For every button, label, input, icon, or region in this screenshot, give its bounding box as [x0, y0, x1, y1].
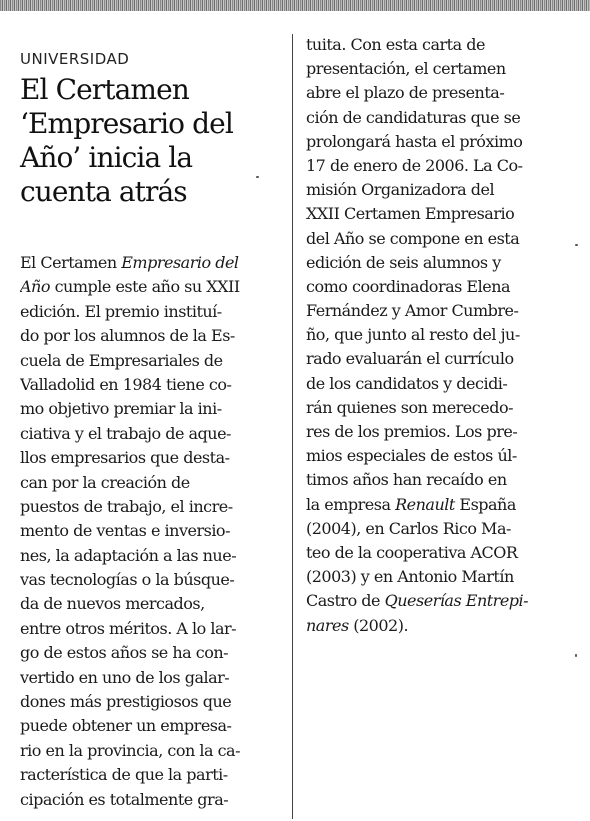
text-run: vas tecnologías o la búsque-	[20, 570, 235, 590]
text-run: entre otros méritos. A lo lar-	[20, 618, 237, 638]
text-line	[20, 446, 282, 470]
text-line	[306, 517, 552, 541]
text-run: do por los alumnos de la Es-	[20, 326, 235, 346]
text-line	[20, 641, 282, 665]
column-divider	[292, 34, 293, 819]
text-run: rán quienes son merecedo-	[306, 397, 513, 417]
text-line	[20, 690, 282, 714]
text-run: edición de seis alumnos y	[306, 252, 501, 272]
text-run: mios especiales de estos úl-	[306, 446, 517, 466]
text-run: 17 de enero de 2006. La Co-	[306, 155, 523, 175]
text-line	[306, 323, 552, 347]
print-speck	[256, 176, 259, 178]
text-line	[306, 420, 552, 444]
text-line	[20, 324, 282, 348]
text-run: cumple este año su XXII	[50, 277, 240, 297]
text-run: mento de ventas e inversio-	[20, 521, 230, 541]
text-run: como coordinadoras Elena	[306, 276, 511, 296]
text-run: ción de candidaturas que se	[306, 107, 521, 127]
text-line	[306, 347, 552, 371]
text-run: XXII Certamen Empresario	[306, 204, 515, 224]
text-line	[20, 714, 282, 738]
article-body-left	[20, 251, 282, 812]
text-line	[20, 788, 282, 812]
text-run: misión Organizadora del	[306, 180, 495, 200]
text-run: prolongará hasta el próximo	[306, 131, 523, 151]
headline-line: cuenta atrás	[20, 175, 187, 208]
text-run: (2002).	[348, 615, 409, 635]
text-line	[20, 666, 282, 690]
article-body-right	[306, 33, 552, 638]
text-line	[306, 372, 552, 396]
text-line	[306, 202, 552, 226]
text-run: ciativa y el trabajo de aque-	[20, 423, 231, 443]
text-run: (2004), en Carlos Rico Ma-	[306, 518, 511, 538]
text-line	[306, 541, 552, 565]
text-line	[306, 33, 552, 57]
text-run: mo objetivo premiar la ini-	[20, 399, 222, 419]
text-line	[20, 471, 282, 495]
right-column	[306, 33, 552, 638]
text-run: (2003) y en Antonio Martín	[306, 567, 514, 587]
text-line	[306, 614, 552, 638]
text-line	[306, 468, 552, 492]
text-line	[306, 493, 552, 517]
text-line	[306, 106, 552, 130]
text-line	[20, 763, 282, 787]
text-run: Fernández y Amor Cumbre-	[306, 301, 519, 321]
headline-line: Año’ inicia la	[20, 141, 193, 174]
text-run: tuita. Con esta carta de	[306, 35, 485, 54]
italic-text: Empresario del	[121, 253, 239, 272]
italic-text: nares	[306, 615, 349, 635]
text-run: El Certamen	[20, 253, 122, 272]
text-line	[20, 275, 282, 299]
headline-line: ‘Empresario del	[20, 107, 233, 140]
text-run: timos años han recaído en	[306, 470, 507, 490]
text-line	[306, 57, 552, 81]
text-run: res de los premios. Los pre-	[306, 422, 518, 441]
italic-text: Queserías Entrepi-	[384, 591, 529, 611]
text-run: go de estos años se ha con-	[20, 643, 229, 663]
text-run: dones más prestigiosos que	[20, 692, 232, 712]
headline-line: El Certamen	[20, 73, 189, 106]
text-run: racterística de que la parti-	[20, 765, 228, 785]
text-run: cipación es totalmente gra-	[20, 789, 229, 809]
text-line	[20, 422, 282, 446]
left-column	[20, 48, 282, 812]
text-line	[306, 275, 552, 299]
text-run: Valladolid en 1984 tiene co-	[20, 374, 232, 394]
text-run: da de nuevos mercados,	[20, 594, 205, 614]
italic-text: Renault	[395, 494, 455, 514]
text-run: puede obtener un empresa-	[20, 716, 232, 736]
text-run: presentación, el certamen	[306, 59, 506, 79]
text-line	[20, 592, 282, 616]
text-run: teo de la cooperativa ACOR	[306, 542, 518, 562]
text-run: cuela de Empresariales de	[20, 350, 223, 370]
print-speck	[575, 244, 578, 246]
text-line	[306, 154, 552, 178]
text-run: puestos de trabajo, el incre-	[20, 496, 233, 516]
text-line	[20, 568, 282, 592]
text-run: llos empresarios que desta-	[20, 448, 230, 468]
text-line	[306, 81, 552, 105]
text-line	[20, 519, 282, 543]
text-line	[20, 544, 282, 568]
text-line	[20, 300, 282, 324]
text-line	[20, 349, 282, 373]
text-run: del Año se compone en esta	[306, 228, 520, 248]
text-line	[306, 589, 552, 613]
text-run: edición. El premio instituí-	[20, 301, 222, 321]
italic-text: Año	[20, 277, 50, 297]
headline	[20, 73, 282, 209]
text-run: abre el plazo de presenta-	[306, 83, 505, 103]
text-line	[20, 495, 282, 519]
top-border-rule	[0, 0, 590, 11]
text-run: España	[454, 494, 516, 514]
text-line	[20, 373, 282, 397]
text-line	[306, 396, 552, 420]
text-line	[20, 397, 282, 421]
text-line	[306, 227, 552, 251]
text-run: rado evaluarán el currículo	[306, 349, 514, 369]
text-line	[20, 251, 282, 275]
text-run: la empresa	[306, 494, 396, 514]
text-line	[306, 178, 552, 202]
text-line	[20, 739, 282, 763]
text-line	[306, 565, 552, 589]
print-speck	[575, 654, 577, 657]
text-line	[306, 299, 552, 323]
text-line	[306, 130, 552, 154]
text-run: de los candidatos y decidi-	[306, 373, 508, 393]
text-line	[20, 617, 282, 641]
text-line	[306, 251, 552, 275]
text-run: rio en la provincia, con la ca-	[20, 740, 240, 760]
text-run: can por la creación de	[20, 472, 190, 492]
text-run: vertido en uno de los galar-	[20, 667, 230, 687]
text-run: Castro de	[306, 591, 385, 611]
text-run: nes, la adaptación a las nue-	[20, 545, 237, 565]
text-run: ño, que junto al resto del ju-	[306, 325, 520, 345]
section-label: UNIVERSIDAD	[20, 50, 130, 68]
text-line	[306, 444, 552, 468]
